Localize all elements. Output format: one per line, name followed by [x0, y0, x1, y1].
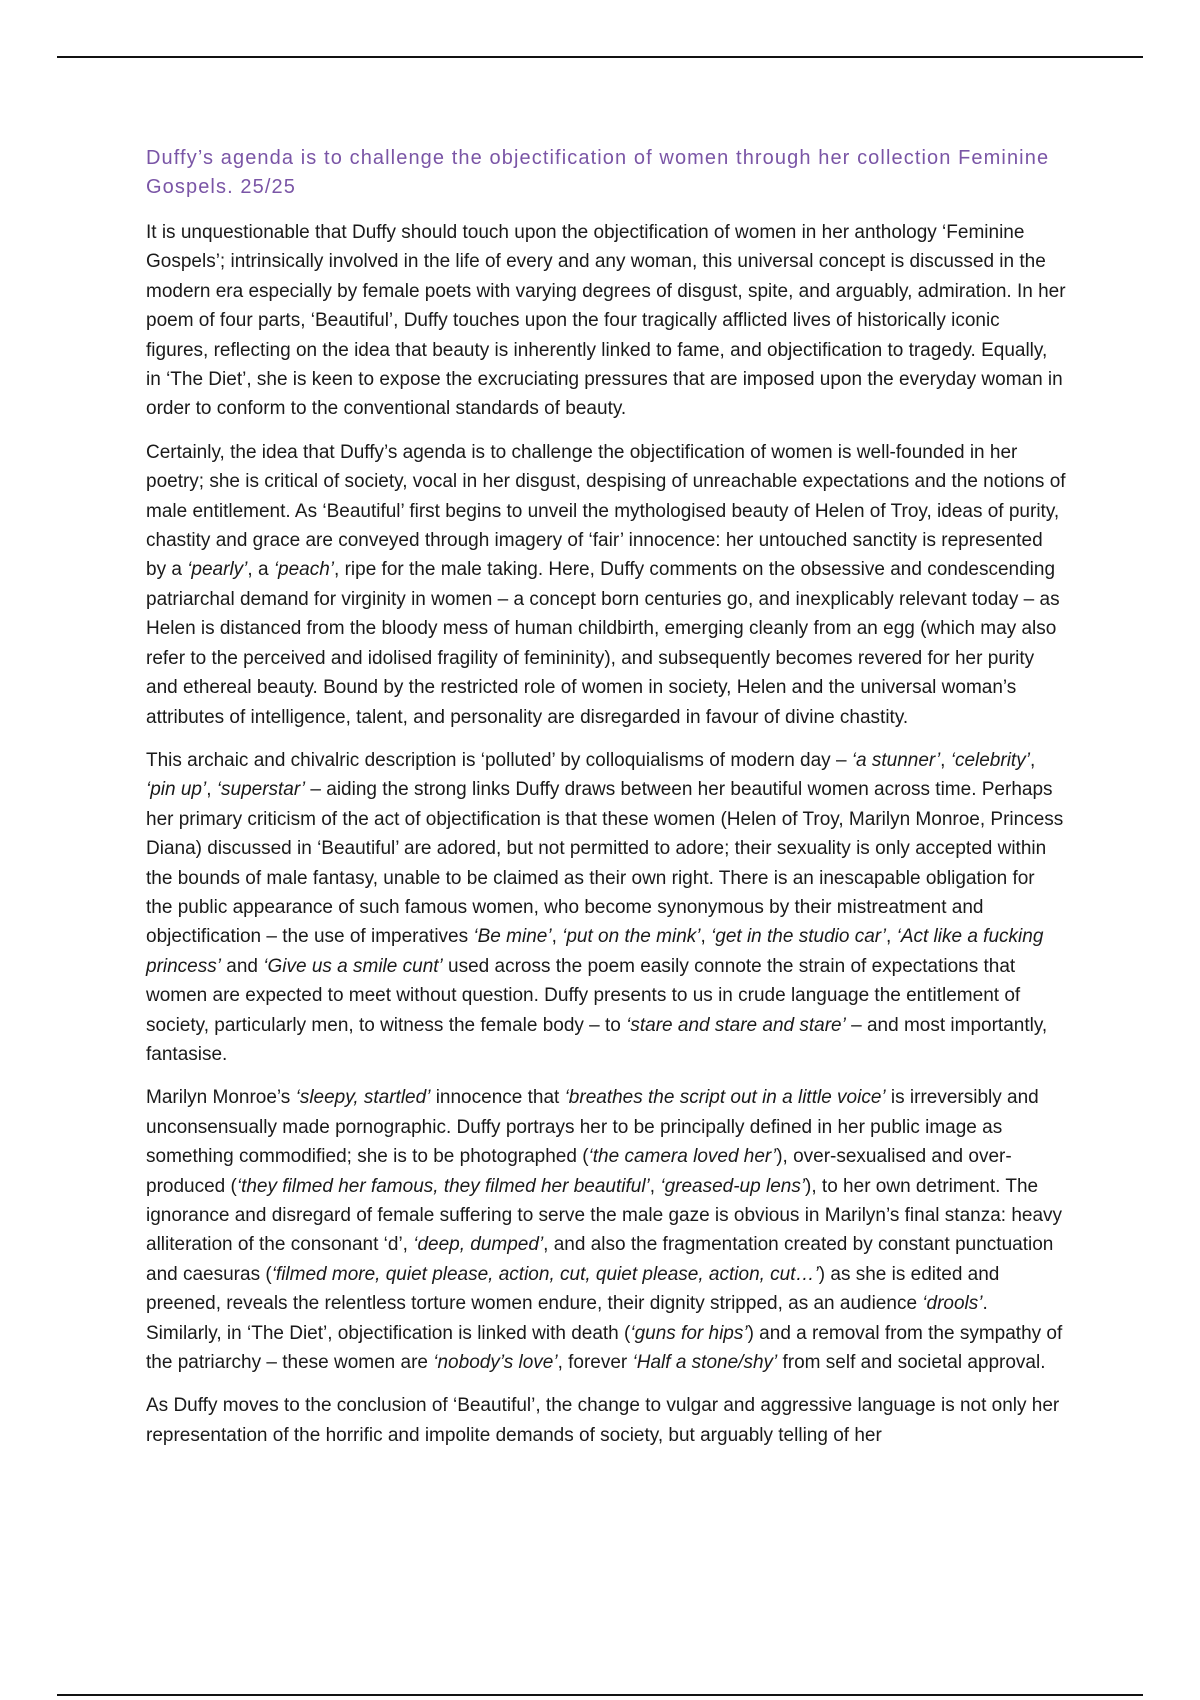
- essay-title: Duffy’s agenda is to challenge the objectification of women through her collection Feminine Gospels. 25/25: [146, 147, 1050, 198]
- quotation: ‘get in the studio car’: [711, 926, 887, 948]
- text-run: ,: [649, 1175, 661, 1197]
- text-run: . Similarly, in ‘The Diet’, objectification is linked with death (: [146, 1293, 988, 1344]
- footer-rule: [57, 1694, 1143, 1696]
- text-run: Certainly, the idea that Duffy’s agenda is to challenge the objectification of women is well-founded in her poetry; she is critical of society, vocal in her disgust, despising of unreachable expectations and the notions of male entitlement. As ‘Beautiful’ first begins to unveil the mythologised beauty of Helen of Troy, ideas of purity, chastity and grace are conveyed through imagery of ‘fair’ innocence: her untouched sanctity is represented by a: [146, 441, 1066, 581]
- text-run: , and also the fragmentation created by constant punctuation and caesuras (: [146, 1234, 1054, 1285]
- quotation: ‘pin up’: [146, 779, 207, 801]
- text-run: As Duffy moves to the conclusion of ‘Beautiful’, the change to vulgar and aggressive language is not only her representation of the horrific and impolite demands of society, but arguably telling of her: [146, 1395, 1060, 1446]
- text-run: and: [220, 955, 264, 977]
- text-run: ,: [886, 926, 897, 948]
- quotation: ‘Be mine’: [473, 926, 552, 948]
- quotation: ‘filmed more, quiet please, action, cut, quiet please, action, cut…’: [271, 1263, 819, 1285]
- text-run: , a: [247, 559, 274, 581]
- quotation: ‘deep, dumped’: [413, 1234, 544, 1256]
- quotation: ‘drools’: [922, 1293, 983, 1315]
- text-run: ) and a removal from the sympathy of the patriarchy – these women are: [146, 1322, 1063, 1374]
- text-run: used across the poem easily connote the strain of expectations that women are expected to meet without question. Duffy presents to us in crude language the entitlement of society, particularly men, to witness the female body – to: [146, 955, 1021, 1036]
- quotation: ‘stare and stare and stare’: [626, 1014, 846, 1036]
- quotation: ‘greased-up lens’: [660, 1175, 806, 1197]
- quotation: ‘they filmed her famous, they filmed her beautiful’: [236, 1175, 650, 1197]
- text-run: ,: [700, 926, 712, 948]
- quotation: ‘guns for hips’: [630, 1322, 748, 1344]
- quotation: ‘pearly’: [187, 559, 248, 581]
- text-run: innocence that: [430, 1087, 565, 1109]
- paragraph-colloquialisms: [146, 746, 1066, 1069]
- quotation: ‘sleepy, startled’: [295, 1087, 431, 1109]
- paragraph-helen-of-troy: [146, 438, 1066, 732]
- text-run: ,: [940, 749, 951, 771]
- paragraph-conclusion-start: [146, 1391, 1066, 1450]
- text-run: ,: [1029, 749, 1036, 771]
- quotation: ‘Half a stone/shy’: [632, 1352, 778, 1374]
- quotation: ‘breathes the script out in a little voice’: [564, 1087, 886, 1109]
- text-run: ) as she is edited and preened, reveals the relentless torture women endure, their dignity stripped, as an audience: [146, 1263, 1000, 1315]
- paragraph-marilyn-monroe: [146, 1083, 1066, 1377]
- quotation: ‘a stunner’: [851, 749, 941, 771]
- text-run: Marilyn Monroe’s: [146, 1087, 296, 1109]
- quotation: ‘the camera loved her’: [588, 1146, 777, 1168]
- quotation: ‘nobody’s love’: [433, 1352, 558, 1374]
- text-run: It is unquestionable that Duffy should touch upon the objectification of women in her anthology ‘Feminine Gospels’; intrinsically involved in the life of every and any woman, this universal concept is discussed in the modern era especially by female poets with varying degrees of disgust, spite, and arguably, admiration. In her poem of four parts, ‘Beautiful’, Duffy touches upon the four tragically afflicted lives of historically iconic figures, reflecting on the idea that beauty is inherently linked to fame, and objectification to tragedy. Equally, in ‘The Diet’, she is keen to expose the excruciating pressures that are imposed upon the everyday woman in order to conform to the conventional standards of beauty.: [146, 222, 1066, 420]
- quotation: ‘put on the mink’: [562, 926, 701, 948]
- text-run: from self and societal approval.: [777, 1352, 1046, 1374]
- paragraph-intro: [146, 218, 1066, 424]
- quotation: ‘Give us a smile cunt’: [263, 955, 443, 977]
- text-run: ), to her own detriment. The ignorance and disregard of female suffering to serve the male gaze is obvious in Marilyn’s final stanza: heavy alliteration of the consonant ‘d’,: [146, 1175, 1063, 1256]
- text-run: , forever: [557, 1352, 633, 1374]
- header-rule: [57, 56, 1143, 58]
- text-run: This archaic and chivalric description is ‘polluted’ by colloquialisms of modern day –: [146, 749, 852, 771]
- quotation: ‘superstar’: [216, 779, 306, 801]
- quotation: ‘celebrity’: [950, 749, 1030, 771]
- quotation: ‘Act like a fucking princess’: [146, 926, 1044, 977]
- text-run: ,: [206, 779, 217, 801]
- text-run: – aiding the strong links Duffy draws between her beautiful women across time. Perhaps her primary criticism of the act of objectification is that these women (Helen of Troy, Marilyn Monroe, Princess Diana) discussed in ‘Beautiful’ are adored, but not permitted to adore; their sexuality is only accepted within the bounds of male fantasy, unable to be claimed as their own right. There is an inescapable obligation for the public appearance of such famous women, who become synonymous by their mistreatment and objectification – the use of imperatives: [146, 779, 1064, 948]
- text-run: ,: [551, 926, 563, 948]
- text-run: , ripe for the male taking. Here, Duffy comments on the obsessive and condescending patriarchal demand for virginity in women – a concept born centuries go, and inexplicably relevant today – as Helen is distanced from the bloody mess of human childbirth, emerging cleanly from an egg (which may also refer to the perceived and idolised fragility of femininity), and subsequently becomes revered for her purity and ethereal beauty. Bound by the restricted role of women in society, Helen and the universal woman’s attributes of intelligence, talent, and personality are disregarded in favour of divine chastity.: [146, 559, 1060, 728]
- text-run: – and most importantly, fantasise.: [146, 1014, 1048, 1065]
- document-body: [146, 144, 1066, 1464]
- text-run: ), over-sexualised and over-produced (: [146, 1146, 1012, 1197]
- text-run: is irreversibly and unconsensually made pornographic. Duffy portrays her to be principally defined in her public image as something commodified; she is to be photographed (: [146, 1087, 1039, 1168]
- quotation: ‘peach’: [273, 559, 335, 581]
